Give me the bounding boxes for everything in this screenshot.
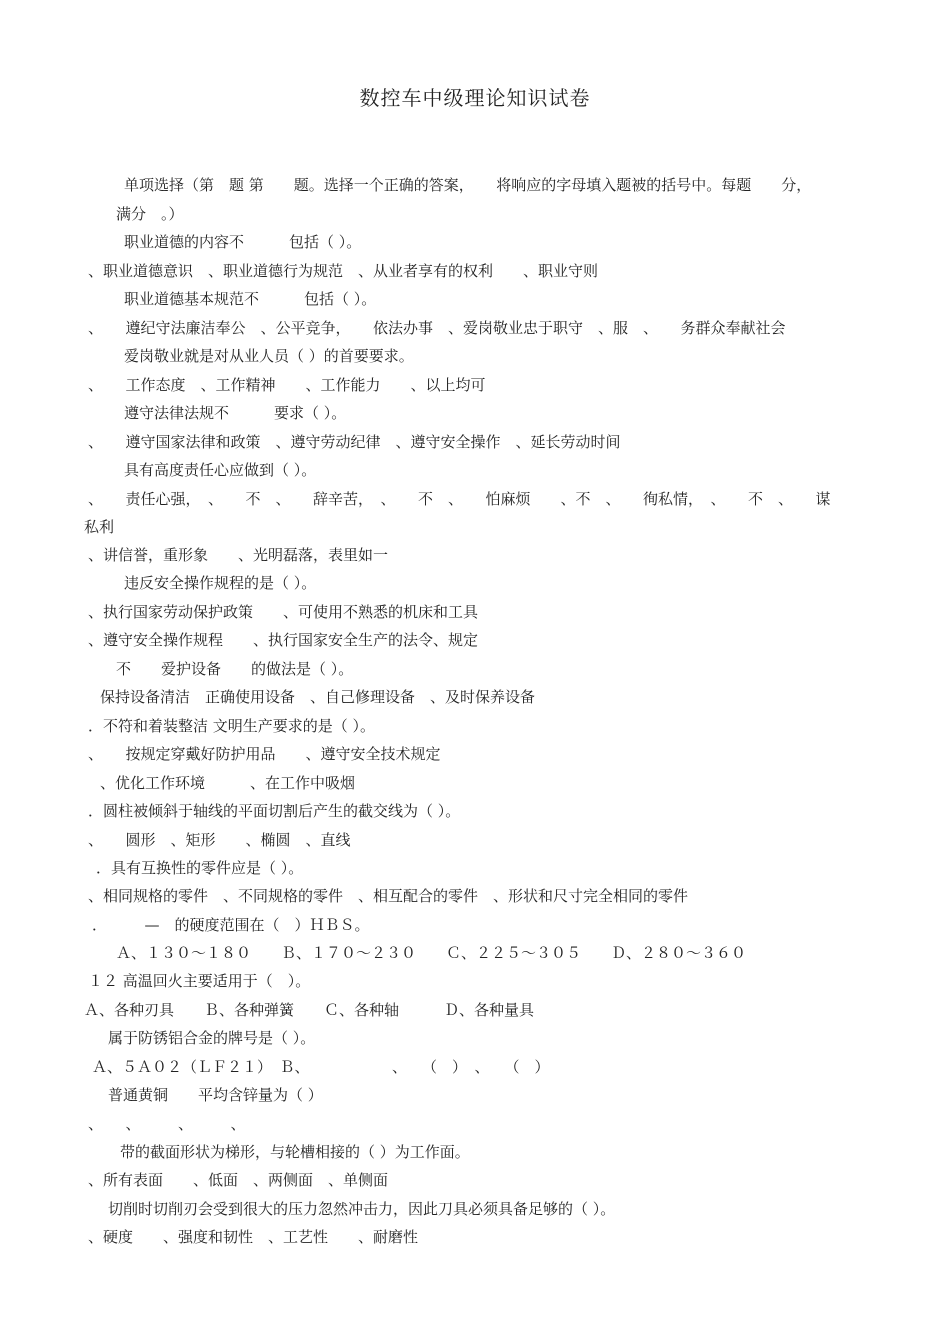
question-text: 爱岗敬业就是对从业人员（ ）的首要要求。 bbox=[124, 347, 414, 365]
question-text: 普通黄铜 平均含锌量为（ ） bbox=[108, 1086, 323, 1104]
answer-options: 、 遵守国家法律和政策 、遵守劳动纪律 、遵守安全操作 、延长劳动时间 bbox=[88, 433, 621, 451]
question-text: ． — 的硬度范围在（ ）ＨＢＳ。 bbox=[92, 916, 370, 934]
answer-options: 、 、 、 、 bbox=[88, 1115, 246, 1133]
question-text: 遵守法律法规不 要求（ ）。 bbox=[124, 404, 347, 422]
answer-options: 保持设备清洁 正确使用设备 、自己修理设备 、及时保养设备 bbox=[100, 688, 536, 706]
answer-options: 、所有表面 、低面 、两侧面 、单侧面 bbox=[88, 1171, 389, 1189]
exam-title: 数控车中级理论知识试卷 bbox=[359, 86, 591, 110]
answer-options-cont: 私利 bbox=[84, 518, 115, 536]
answer-options: 、职业道德意识 、职业道德行为规范 、从业者享有的权利 、职业守则 bbox=[88, 262, 599, 280]
answer-options: 、遵守安全操作规程 、执行国家安全生产的法令、规定 bbox=[88, 631, 479, 649]
section-instruction-cont: 满分 。） bbox=[116, 205, 184, 223]
answer-options: 、 按规定穿戴好防护用品 、遵守安全技术规定 bbox=[88, 745, 441, 763]
question-text: 带的截面形状为梯形，与轮槽相接的（ ）为工作面。 bbox=[120, 1143, 470, 1161]
question-text: 不 爱护设备 的做法是（ ）。 bbox=[116, 660, 354, 678]
answer-options: Ａ、各种刃具 Ｂ、各种弹簧 Ｃ、各种轴 Ｄ、各种量具 bbox=[84, 1001, 535, 1019]
question-text: 职业道德的内容不 包括（ ）。 bbox=[124, 233, 362, 251]
question-text: 具有高度责任心应做到（ ）。 bbox=[124, 461, 317, 479]
answer-options: 、 责任心强， 、 不 、 辞辛苦， 、 不 、 怕麻烦 、不 、 徇私情， 、 不 、 谋 bbox=[88, 490, 831, 508]
question-text: 职业道德基本规范不 包括（ ）。 bbox=[124, 290, 377, 308]
question-text: ．具有互换性的零件应是（ ）。 bbox=[96, 859, 304, 877]
question-text: １２ 高温回火主要适用于（ ）。 bbox=[88, 972, 311, 990]
answer-options: 、 圆形 、矩形 、椭圆 、直线 bbox=[88, 831, 351, 849]
question-text: ．不符和着装整洁 文明生产要求的是（ ）。 bbox=[88, 717, 376, 735]
answer-options: 、 工作态度 、工作精神 、工作能力 、以上均可 bbox=[88, 376, 486, 394]
question-text: 属于防锈铝合金的牌号是（ ）。 bbox=[108, 1029, 316, 1047]
answer-options: 、讲信誉，重形象 、光明磊落，表里如一 bbox=[88, 546, 389, 564]
answer-options: 、优化工作环境 、在工作中吸烟 bbox=[100, 774, 356, 792]
answer-options: 、执行国家劳动保护政策 、可使用不熟悉的机床和工具 bbox=[88, 603, 479, 621]
question-text: 违反安全操作规程的是（ ）。 bbox=[124, 574, 317, 592]
answer-options: Ａ、１３０～１８０ Ｂ、１７０～２３０ Ｃ、２２５～３０５ Ｄ、２８０～３６０ bbox=[116, 944, 747, 962]
answer-options: 、硬度 、强度和韧性 、工艺性 、耐磨性 bbox=[88, 1228, 419, 1246]
section-instruction: 单项选择（第 题 第 题。选择一个正确的答案， 将响应的字母填入题被的括号中。每题 分， bbox=[124, 176, 812, 194]
answer-options: Ａ、５Ａ０２（ＬＦ２１） Ｂ、 、 （ ） 、 （ ） bbox=[92, 1058, 550, 1076]
answer-options: 、 遵纪守法廉洁奉公 、公平竞争， 依法办事 、爱岗敬业忠于职守 、服 、 务群众奉献社会 bbox=[88, 319, 786, 337]
question-text: ．圆柱被倾斜于轴线的平面切割后产生的截交线为（ ）。 bbox=[88, 802, 461, 820]
question-text: 切削时切削刃会受到很大的压力忽然冲击力，因此刀具必须具备足够的（ ）。 bbox=[108, 1200, 616, 1218]
answer-options: 、相同规格的零件 、不同规格的零件 、相互配合的零件 、形状和尺寸完全相同的零件 bbox=[88, 887, 689, 905]
